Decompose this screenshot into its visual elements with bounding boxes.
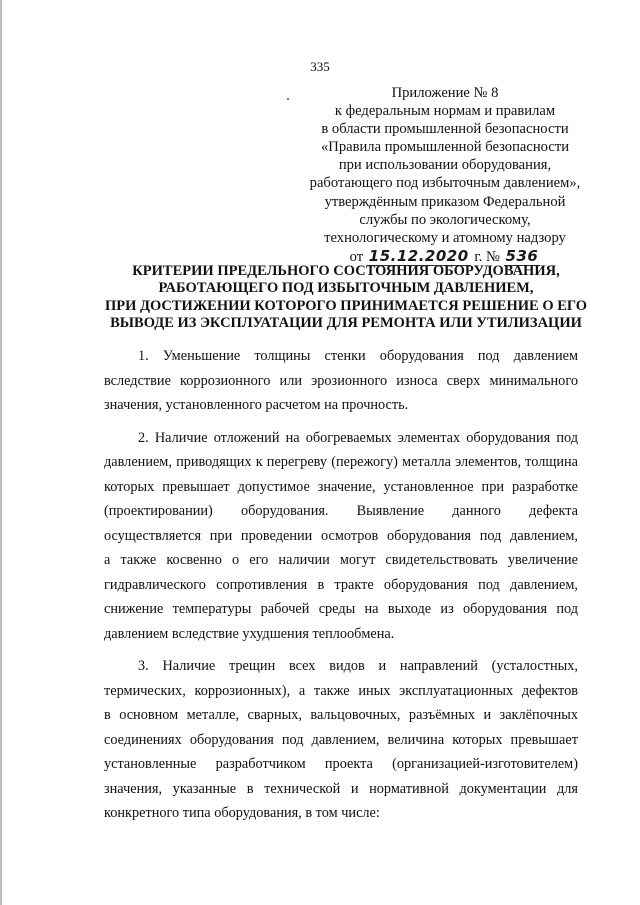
paragraph-1 xyxy=(104,344,578,418)
paragraph-line: соединениях оборудования под давлением, величина которых превышает xyxy=(104,731,578,748)
paragraph-line: давлением вследствие ухудшения теплообмена. xyxy=(104,625,395,642)
annex-line: при использовании оборудования, xyxy=(338,157,552,174)
paragraph-line: в основном металле, сварных, вальцовочных, разъёмных и заклёпочных xyxy=(104,707,578,723)
handwritten-number: 536 xyxy=(505,246,539,265)
date-prefix: от xyxy=(349,248,364,265)
annex-line: Приложение № 8 xyxy=(391,85,499,101)
annex-line: к федеральным нормам и правилам xyxy=(334,103,556,120)
paragraph-line: 2. Наличие отложений на обогреваемых элементах оборудования под xyxy=(138,429,578,446)
paragraph-line: значения, указанные в технической и нормативной документации для xyxy=(104,780,578,797)
title-line: РАБОТАЮЩЕГО ПОД ИЗБЫТОЧНЫМ ДАВЛЕНИЕМ, xyxy=(158,280,534,297)
scan-edge xyxy=(0,0,2,905)
scan-speck xyxy=(287,98,289,100)
paragraph-line: установленные разработчиком проекта (организацией-изготовителем) xyxy=(104,756,578,772)
paragraph-2 xyxy=(104,426,578,647)
paragraph-line: (проектировании) оборудования. Выявление данного дефекта xyxy=(104,503,578,519)
paragraph-line: которых превышает допустимое значение, установленное при разработке xyxy=(104,478,578,495)
annex-line: «Правила промышленной безопасности xyxy=(320,139,570,156)
annex-line: в области промышленной безопасности xyxy=(321,121,569,138)
paragraph-line: гидравлического сопротивления в тракте оборудования под давлением, xyxy=(104,576,578,593)
paragraph-line: значения, установленного расчетом на прочность. xyxy=(104,397,409,413)
paragraph-line: вследствие коррозионного или эрозионного износа сверх минимального xyxy=(104,372,578,389)
annex-line: службы по экологическому, xyxy=(359,211,531,228)
document-title xyxy=(96,263,596,333)
paragraph-line: а также косвенно о его наличии могут свидетельствовать увеличение xyxy=(104,552,578,568)
paragraph-3 xyxy=(104,654,578,826)
annex-header xyxy=(300,84,590,266)
paragraph-line: конкретного типа оборудования, в том числе: xyxy=(104,805,380,821)
paragraph-line: 3. Наличие трещин всех видов и направлений (усталостных, xyxy=(138,658,578,674)
paragraph-line: давлением, приводящих к перегреву (пережогу) металла элементов, толщина xyxy=(104,454,578,470)
paragraph-line: осуществляется при проведении осмотров оборудования под давлением, xyxy=(104,527,578,544)
annex-line: утверждённым приказом Федеральной xyxy=(324,193,566,210)
number-prefix: г. № xyxy=(474,248,500,265)
annex-line: технологическому и атомному надзору xyxy=(324,229,566,246)
title-line: КРИТЕРИИ ПРЕДЕЛЬНОГО СОСТОЯНИЯ ОБОРУДОВАНИЯ, xyxy=(132,263,560,279)
paragraph-line: 1. Уменьшение толщины стенки оборудования под давлением xyxy=(138,348,578,364)
annex-line: работающего под избыточным давлением», xyxy=(309,175,581,192)
title-line: ПРИ ДОСТИЖЕНИИ КОТОРОГО ПРИНИМАЕТСЯ РЕШЕНИЕ О ЕГО xyxy=(104,297,588,314)
paragraph-line: термических, коррозионных), а также иных эксплуатационных дефектов xyxy=(104,682,578,699)
handwritten-date: 15.12.2020 xyxy=(368,246,469,265)
title-line: ВЫВОДЕ ИЗ ЭКСПЛУАТАЦИИ ДЛЯ РЕМОНТА ИЛИ УТИЛИЗАЦИИ xyxy=(110,315,582,332)
paragraph-line: снижение температуры рабочей среды на выходе из оборудования под xyxy=(104,601,578,617)
body-text xyxy=(104,344,578,834)
page-number: 335 xyxy=(310,59,330,74)
